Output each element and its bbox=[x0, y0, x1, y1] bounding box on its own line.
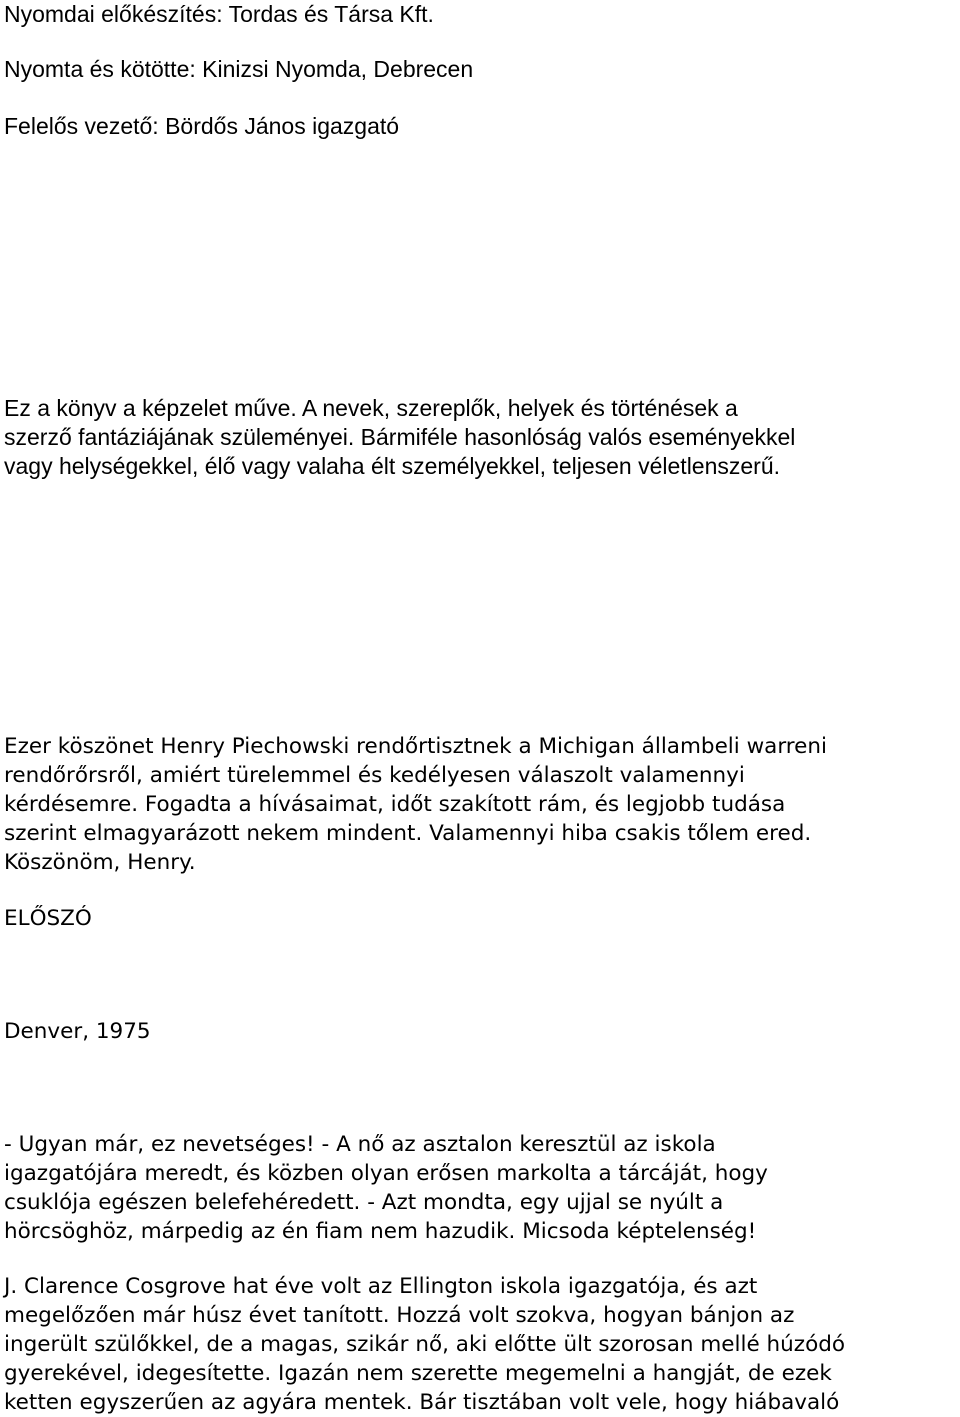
paragraph-line: megelőzően már húsz évet tanított. Hozzá volt szokva, hogyan bánjon az bbox=[4, 1303, 795, 1328]
paragraph-line: ketten egyszerűen az agyára mentek. Bár tisztában volt vele, hogy hiábavaló bbox=[4, 1390, 840, 1415]
story-paragraph-1 bbox=[4, 1130, 768, 1246]
section-title: ELŐSZÓ bbox=[4, 906, 92, 931]
paragraph-line: gyerekével, idegesítette. Igazán nem szerette megemelni a hangját, de ezek bbox=[4, 1361, 832, 1386]
disclaimer-line: vagy helységekkel, élő vagy valaha élt személyekkel, teljesen véletlenszerű. bbox=[4, 453, 781, 479]
paragraph-line: - Ugyan már, ez nevetséges! - A nő az asztalon keresztül az iskola bbox=[4, 1132, 716, 1157]
acknowledgement-paragraph bbox=[4, 732, 827, 877]
paragraph-line: J. Clarence Cosgrove hat éve volt az Ellington iskola igazgatója, és azt bbox=[4, 1274, 758, 1299]
paragraph-line: ingerült szülőkkel, de a magas, szikár nő, aki előtte ült szorosan mellé húzódó bbox=[4, 1332, 846, 1357]
disclaimer-paragraph bbox=[4, 394, 795, 481]
disclaimer-line: szerző fantáziájának szüleményei. Bármiféle hasonlóság valós eseményekkel bbox=[4, 424, 796, 450]
acknowledgement-line: rendőrőrsről, amiért türelemmel és kedélyesen válaszolt valamennyi bbox=[4, 763, 745, 788]
imprint-prepress: Nyomdai előkészítés: Tordas és Társa Kft. bbox=[4, 1, 434, 27]
story-paragraph-2 bbox=[4, 1272, 845, 1417]
acknowledgement-line: szerint elmagyarázott nekem mindent. Valamennyi hiba csakis tőlem ered. bbox=[4, 821, 812, 846]
acknowledgement-line: kérdésemre. Fogadta a hívásaimat, időt szakított rám, és legjobb tudása bbox=[4, 792, 786, 817]
paragraph-line: igazgatójára meredt, és közben olyan erősen markolta a tárcáját, hogy bbox=[4, 1161, 768, 1186]
disclaimer-line: Ez a könyv a képzelet műve. A nevek, szereplők, helyek és történések a bbox=[4, 395, 738, 421]
acknowledgement-line: Köszönöm, Henry. bbox=[4, 850, 196, 875]
paragraph-line: csuklója egészen belefehéredett. - Azt mondta, egy ujjal se nyúlt a bbox=[4, 1190, 724, 1215]
imprint-printing: Nyomta és kötötte: Kinizsi Nyomda, Debrecen bbox=[4, 56, 474, 82]
place-date: Denver, 1975 bbox=[4, 1019, 151, 1044]
acknowledgement-line: Ezer köszönet Henry Piechowski rendőrtisztnek a Michigan állambeli warreni bbox=[4, 734, 827, 759]
imprint-manager: Felelős vezető: Bördős János igazgató bbox=[4, 113, 400, 139]
paragraph-line: hörcsöghöz, márpedig az én fiam nem hazudik. Micsoda képtelenség! bbox=[4, 1219, 757, 1244]
